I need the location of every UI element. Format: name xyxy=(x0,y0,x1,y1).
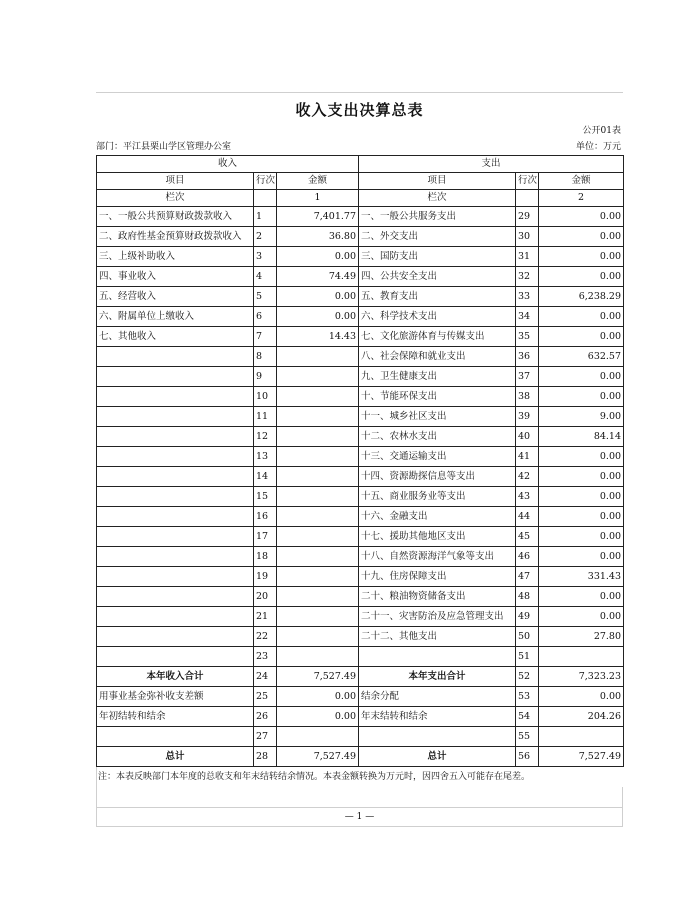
table-row xyxy=(97,607,624,627)
income-item-cell xyxy=(97,407,254,427)
table-row xyxy=(97,387,624,407)
table-row xyxy=(97,487,624,507)
expense-row-number: 54 xyxy=(516,707,539,727)
expense-header: 支出 xyxy=(359,156,624,173)
income-row-number: 5 xyxy=(254,287,277,307)
income-row-number: 4 xyxy=(254,267,277,287)
income-item-cell xyxy=(97,727,254,747)
income-amount-cell: 0.00 xyxy=(277,707,359,727)
expense-row-number: 41 xyxy=(516,447,539,467)
table-row xyxy=(97,227,624,247)
income-row-number: 16 xyxy=(254,507,277,527)
income-amount-cell xyxy=(277,407,359,427)
income-item-cell xyxy=(97,627,254,647)
footnote: 注：本表反映部门本年度的总收支和年末结转结余情况。本表金额转换为万元时，因四舍五入可能存在尾差。 xyxy=(96,767,623,787)
income-row-number: 17 xyxy=(254,527,277,547)
expense-amount-cell: 0.00 xyxy=(539,307,624,327)
expense-amount-cell: 0.00 xyxy=(539,607,624,627)
expense-amount-cell: 0.00 xyxy=(539,447,624,467)
expense-lanci-col: 2 xyxy=(539,190,624,207)
form-number: 公开01表 xyxy=(582,126,621,136)
income-amount-cell: 0.00 xyxy=(277,287,359,307)
income-item-cell xyxy=(97,587,254,607)
income-header: 收入 xyxy=(97,156,359,173)
expense-amount-cell: 0.00 xyxy=(539,687,624,707)
income-row-number: 26 xyxy=(254,707,277,727)
income-row-number: 15 xyxy=(254,487,277,507)
meta-row xyxy=(96,139,623,155)
expense-item-cell xyxy=(359,647,516,667)
expense-item-cell: 十四、资源勘探信息等支出 xyxy=(359,467,516,487)
income-lanci-blank xyxy=(254,190,277,207)
table-row xyxy=(97,567,624,587)
income-item-cell: 总计 xyxy=(97,747,254,767)
income-row-number: 1 xyxy=(254,207,277,227)
expense-row-number: 37 xyxy=(516,367,539,387)
table-row xyxy=(97,647,624,667)
expense-item-cell: 十六、金融支出 xyxy=(359,507,516,527)
expense-item-cell: 十一、城乡社区支出 xyxy=(359,407,516,427)
expense-row-number: 46 xyxy=(516,547,539,567)
expense-row-number: 29 xyxy=(516,207,539,227)
income-row-number: 12 xyxy=(254,427,277,447)
expense-row-number: 42 xyxy=(516,467,539,487)
expense-item-cell: 十三、交通运输支出 xyxy=(359,447,516,467)
table-row xyxy=(97,287,624,307)
income-amount-cell: 36.80 xyxy=(277,227,359,247)
income-amount-cell xyxy=(277,547,359,567)
expense-amount-cell: 0.00 xyxy=(539,387,624,407)
expense-row-number: 52 xyxy=(516,667,539,687)
income-amount-cell: 0.00 xyxy=(277,687,359,707)
expense-amount-cell: 0.00 xyxy=(539,247,624,267)
income-amount-cell xyxy=(277,447,359,467)
income-item-cell xyxy=(97,647,254,667)
income-amount-cell: 7,527.49 xyxy=(277,667,359,687)
expense-amount-cell: 331.43 xyxy=(539,567,624,587)
income-row-number: 21 xyxy=(254,607,277,627)
expense-item-cell: 十九、住房保障支出 xyxy=(359,567,516,587)
income-item-cell xyxy=(97,487,254,507)
report-sheet xyxy=(96,92,623,827)
table-row xyxy=(97,267,624,287)
expense-item-cell: 年末结转和结余 xyxy=(359,707,516,727)
expense-amount-cell: 0.00 xyxy=(539,527,624,547)
expense-amount-cell: 27.80 xyxy=(539,627,624,647)
income-row-number: 27 xyxy=(254,727,277,747)
section-header-row xyxy=(97,156,624,173)
expense-row-number: 32 xyxy=(516,267,539,287)
page-number: — 1 — xyxy=(96,808,623,827)
income-amount-cell xyxy=(277,467,359,487)
income-row-number: 6 xyxy=(254,307,277,327)
income-item-cell: 六、附属单位上缴收入 xyxy=(97,307,254,327)
table-row xyxy=(97,447,624,467)
income-row-number: 7 xyxy=(254,327,277,347)
income-amount-cell xyxy=(277,507,359,527)
expense-item-cell: 总计 xyxy=(359,747,516,767)
expense-amount-cell: 632.57 xyxy=(539,347,624,367)
expense-amount-cell: 0.00 xyxy=(539,467,624,487)
income-amount-cell xyxy=(277,587,359,607)
income-row-number: 18 xyxy=(254,547,277,567)
lanci-row xyxy=(97,190,624,207)
expense-row-number: 43 xyxy=(516,487,539,507)
income-item-cell xyxy=(97,547,254,567)
table-row xyxy=(97,407,624,427)
income-item-cell xyxy=(97,447,254,467)
income-amount-cell: 74.49 xyxy=(277,267,359,287)
expense-item-cell: 五、教育支出 xyxy=(359,287,516,307)
expense-item-cell: 八、社会保障和就业支出 xyxy=(359,347,516,367)
table-row xyxy=(97,207,624,227)
expense-amount-cell: 0.00 xyxy=(539,547,624,567)
expense-amount-cell: 0.00 xyxy=(539,267,624,287)
income-row-number: 2 xyxy=(254,227,277,247)
income-amount-cell xyxy=(277,347,359,367)
table-row xyxy=(97,367,624,387)
table-row xyxy=(97,347,624,367)
table-row xyxy=(97,687,624,707)
expense-item-cell: 九、卫生健康支出 xyxy=(359,367,516,387)
income-item-cell xyxy=(97,607,254,627)
expense-row-number: 31 xyxy=(516,247,539,267)
expense-row-number: 56 xyxy=(516,747,539,767)
table-row xyxy=(97,707,624,727)
expense-amount-cell: 84.14 xyxy=(539,427,624,447)
income-amount-header: 金额 xyxy=(277,173,359,190)
income-item-cell xyxy=(97,387,254,407)
expense-lanci-label: 栏次 xyxy=(359,190,516,207)
expense-row-number: 51 xyxy=(516,647,539,667)
expense-item-cell: 十二、农林水支出 xyxy=(359,427,516,447)
income-row-number: 23 xyxy=(254,647,277,667)
table-row xyxy=(97,467,624,487)
income-row-number: 3 xyxy=(254,247,277,267)
expense-amount-cell: 0.00 xyxy=(539,207,624,227)
expense-item-cell: 二十一、灾害防治及应急管理支出 xyxy=(359,607,516,627)
income-item-cell: 本年收入合计 xyxy=(97,667,254,687)
income-item-cell: 一、一般公共预算财政拨款收入 xyxy=(97,207,254,227)
blank-row xyxy=(96,787,623,808)
expense-row-number: 34 xyxy=(516,307,539,327)
income-item-cell: 五、经营收入 xyxy=(97,287,254,307)
expense-amount-cell: 7,323.23 xyxy=(539,667,624,687)
report-title: 收入支出决算总表 xyxy=(295,101,424,119)
expense-row-number: 45 xyxy=(516,527,539,547)
table-row xyxy=(97,327,624,347)
income-amount-cell xyxy=(277,727,359,747)
table-row xyxy=(97,247,624,267)
expense-amount-cell: 7,527.49 xyxy=(539,747,624,767)
income-amount-cell: 14.43 xyxy=(277,327,359,347)
expense-row-number: 50 xyxy=(516,627,539,647)
income-item-cell: 四、事业收入 xyxy=(97,267,254,287)
expense-amount-cell xyxy=(539,727,624,747)
expense-row-number: 49 xyxy=(516,607,539,627)
income-row-number: 9 xyxy=(254,367,277,387)
unit-label: 单位：万元 xyxy=(575,142,621,152)
income-item-cell xyxy=(97,507,254,527)
income-item-cell: 年初结转和结余 xyxy=(97,707,254,727)
income-amount-cell xyxy=(277,487,359,507)
expense-item-cell: 二十二、其他支出 xyxy=(359,627,516,647)
expense-item-cell: 六、科学技术支出 xyxy=(359,307,516,327)
table-row xyxy=(97,667,624,687)
income-row-number: 8 xyxy=(254,347,277,367)
table-row xyxy=(97,307,624,327)
expense-amount-cell: 0.00 xyxy=(539,367,624,387)
income-amount-cell xyxy=(277,427,359,447)
income-amount-cell xyxy=(277,627,359,647)
expense-amount-cell: 204.26 xyxy=(539,707,624,727)
expense-item-header: 项目 xyxy=(359,173,516,190)
income-lanci-label: 栏次 xyxy=(97,190,254,207)
expense-item-cell xyxy=(359,727,516,747)
income-amount-cell xyxy=(277,647,359,667)
table-row xyxy=(97,627,624,647)
income-amount-cell xyxy=(277,367,359,387)
expense-row-header: 行次 xyxy=(516,173,539,190)
income-amount-cell xyxy=(277,387,359,407)
expense-row-number: 38 xyxy=(516,387,539,407)
income-amount-cell: 7,401.77 xyxy=(277,207,359,227)
income-row-number: 19 xyxy=(254,567,277,587)
table-row xyxy=(97,587,624,607)
income-item-cell xyxy=(97,347,254,367)
income-item-cell: 七、其他收入 xyxy=(97,327,254,347)
expense-row-number: 30 xyxy=(516,227,539,247)
income-item-cell xyxy=(97,467,254,487)
income-item-cell xyxy=(97,427,254,447)
expense-item-cell: 十、节能环保支出 xyxy=(359,387,516,407)
expense-amount-cell: 0.00 xyxy=(539,227,624,247)
table-row xyxy=(97,747,624,767)
expense-row-number: 33 xyxy=(516,287,539,307)
expense-amount-header: 金额 xyxy=(539,173,624,190)
expense-row-number: 35 xyxy=(516,327,539,347)
income-item-cell: 二、政府性基金预算财政拨款收入 xyxy=(97,227,254,247)
expense-amount-cell xyxy=(539,647,624,667)
expense-item-cell: 十七、援助其他地区支出 xyxy=(359,527,516,547)
income-item-cell xyxy=(97,527,254,547)
expense-amount-cell: 9.00 xyxy=(539,407,624,427)
expense-amount-cell: 0.00 xyxy=(539,587,624,607)
column-header-row xyxy=(97,173,624,190)
table-row xyxy=(97,547,624,567)
expense-row-number: 47 xyxy=(516,567,539,587)
income-amount-cell xyxy=(277,607,359,627)
income-row-number: 20 xyxy=(254,587,277,607)
expense-item-cell: 结余分配 xyxy=(359,687,516,707)
expense-amount-cell: 0.00 xyxy=(539,507,624,527)
expense-row-number: 44 xyxy=(516,507,539,527)
table-row xyxy=(97,507,624,527)
income-amount-cell xyxy=(277,567,359,587)
income-amount-cell: 0.00 xyxy=(277,307,359,327)
income-item-header: 项目 xyxy=(97,173,254,190)
income-row-header: 行次 xyxy=(254,173,277,190)
expense-row-number: 53 xyxy=(516,687,539,707)
income-item-cell: 三、上级补助收入 xyxy=(97,247,254,267)
expense-item-cell: 二十、粮油物资储备支出 xyxy=(359,587,516,607)
expense-item-cell: 十八、自然资源海洋气象等支出 xyxy=(359,547,516,567)
income-row-number: 11 xyxy=(254,407,277,427)
income-amount-cell xyxy=(277,527,359,547)
expense-amount-cell: 6,238.29 xyxy=(539,287,624,307)
table-row xyxy=(97,527,624,547)
income-row-number: 14 xyxy=(254,467,277,487)
table-row xyxy=(97,427,624,447)
summary-table xyxy=(96,155,624,767)
expense-lanci-blank xyxy=(516,190,539,207)
income-lanci-col: 1 xyxy=(277,190,359,207)
expense-item-cell: 本年支出合计 xyxy=(359,667,516,687)
expense-item-cell: 四、公共安全支出 xyxy=(359,267,516,287)
income-item-cell: 用事业基金弥补收支差额 xyxy=(97,687,254,707)
expense-item-cell: 一、一般公共服务支出 xyxy=(359,207,516,227)
income-amount-cell: 0.00 xyxy=(277,247,359,267)
expense-amount-cell: 0.00 xyxy=(539,327,624,347)
income-row-number: 28 xyxy=(254,747,277,767)
expense-item-cell: 七、文化旅游体育与传媒支出 xyxy=(359,327,516,347)
expense-row-number: 36 xyxy=(516,347,539,367)
expense-item-cell: 十五、商业服务业等支出 xyxy=(359,487,516,507)
income-row-number: 10 xyxy=(254,387,277,407)
department-label: 部门：平江县栗山学区管理办公室 xyxy=(96,142,232,152)
expense-item-cell: 三、国防支出 xyxy=(359,247,516,267)
expense-item-cell: 二、外交支出 xyxy=(359,227,516,247)
expense-row-number: 48 xyxy=(516,587,539,607)
income-row-number: 13 xyxy=(254,447,277,467)
income-item-cell xyxy=(97,567,254,587)
income-row-number: 25 xyxy=(254,687,277,707)
expense-row-number: 39 xyxy=(516,407,539,427)
income-amount-cell: 7,527.49 xyxy=(277,747,359,767)
income-item-cell xyxy=(97,367,254,387)
income-row-number: 24 xyxy=(254,667,277,687)
table-row xyxy=(97,727,624,747)
income-row-number: 22 xyxy=(254,627,277,647)
expense-row-number: 40 xyxy=(516,427,539,447)
expense-row-number: 55 xyxy=(516,727,539,747)
expense-amount-cell: 0.00 xyxy=(539,487,624,507)
title-row xyxy=(96,92,623,123)
